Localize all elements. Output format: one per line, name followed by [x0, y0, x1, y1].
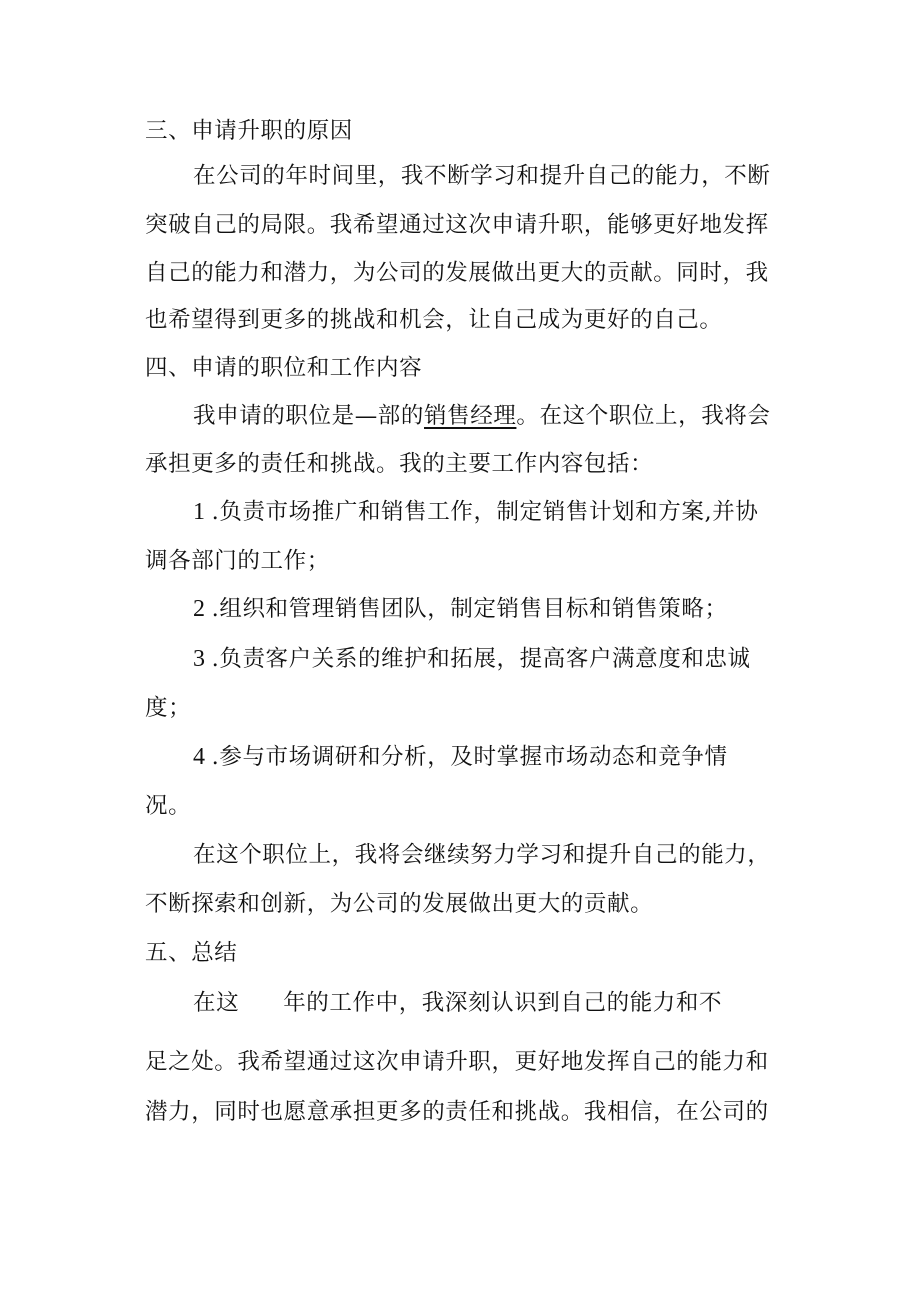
duty-item-3: [193, 644, 751, 674]
duty-number: 2: [193, 596, 206, 622]
paragraph-line: 潜力，同时也愿意承担更多的责任和挑战。我相信，在公司的: [145, 1099, 769, 1125]
duty-text: .负责市场推广和销售工作，制定销售计划和方案,并协: [211, 499, 759, 525]
summary-suffix: 年的工作中，我深刻认识到自己的能力和不: [283, 990, 723, 1016]
summary-prefix: 在这: [193, 990, 240, 1016]
duty-item-2: [193, 594, 728, 624]
paragraph-line: 在公司的年时间里，我不断学习和提升自己的能力，不断: [193, 163, 771, 189]
duty-text: .参与市场调研和分析，及时掌握市场动态和竞争情: [211, 744, 728, 770]
duty-item-1: [193, 497, 758, 527]
section-4-heading: 四、申请的职位和工作内容: [145, 355, 423, 381]
section-5-heading: 五、总结: [145, 940, 238, 966]
paragraph-line: 在这个职位上，我将会继续努力学习和提升自己的能力，: [193, 842, 771, 868]
section-3-heading: 三、申请升职的原因: [145, 118, 353, 144]
duty-continuation: 况。: [145, 793, 192, 819]
duty-text: .负责客户关系的维护和拓展，提高客户满意度和忠诚: [211, 646, 751, 672]
duty-continuation: 度；: [145, 695, 192, 721]
position-intro-prefix: 我申请的职位是—部的: [193, 403, 425, 429]
paragraph-line: 突破自己的局限。我希望通过这次申请升职，能够更好地发挥: [145, 212, 769, 238]
duty-number: 1: [193, 499, 206, 525]
paragraph-line: 自己的能力和潜力，为公司的发展做出更大的贡献。同时，我: [145, 260, 769, 286]
paragraph-line: 也希望得到更多的挑战和机会，让自己成为更好的自己。: [145, 307, 723, 333]
duty-item-4: [193, 742, 728, 772]
duty-number: 3: [193, 646, 206, 672]
duty-continuation: 调各部门的工作；: [145, 548, 330, 574]
paragraph-line: 不断探索和创新，为公司的发展做出更大的贡献。: [145, 891, 654, 917]
position-intro-suffix: 。在这个职位上，我将会: [516, 403, 771, 429]
position-intro-line: [193, 401, 771, 431]
paragraph-line: 足之处。我希望通过这次申请升职，更好地发挥自己的能力和: [145, 1049, 769, 1075]
duty-number: 4: [193, 744, 206, 770]
summary-first-line: [193, 988, 722, 1018]
position-title-link[interactable]: 销售经理: [424, 403, 517, 429]
duty-text: .组织和管理销售团队，制定销售目标和销售策略；: [211, 596, 728, 622]
paragraph-line: 承担更多的责任和挑战。我的主要工作内容包括：: [145, 451, 654, 477]
